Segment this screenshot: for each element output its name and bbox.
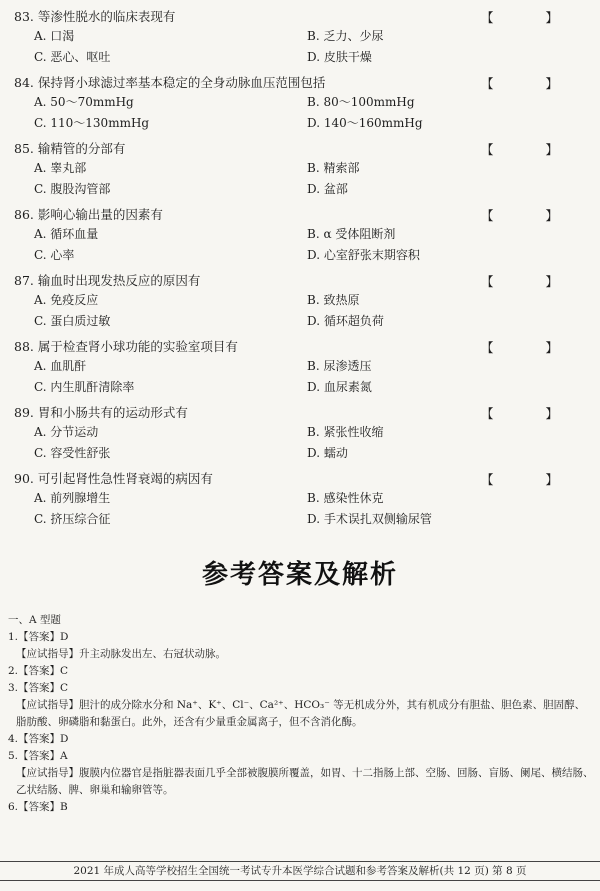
- answer-bracket: 【 】: [481, 142, 582, 157]
- answer-bracket: 【 】: [481, 208, 582, 223]
- options: [14, 92, 588, 134]
- option-b: B. 感染性休克: [307, 491, 384, 505]
- option-a: A. 睾丸部: [34, 161, 87, 175]
- question-84: [14, 74, 588, 134]
- option-b: B. α 受体阻断剂: [307, 227, 396, 241]
- option-d: D. 血尿素氮: [307, 380, 372, 394]
- option-a: A. 血肌酐: [34, 359, 87, 373]
- answer-line: 6.【答案】B: [8, 801, 68, 813]
- option-a: A. 免疫反应: [34, 293, 99, 307]
- answer-bracket: 【 】: [481, 340, 582, 355]
- answer-bracket: 【 】: [481, 472, 582, 487]
- options: [14, 224, 588, 266]
- option-a: A. 循环血量: [34, 227, 99, 241]
- answer-line: 1.【答案】D: [8, 631, 69, 643]
- answer-line: 2.【答案】C: [8, 665, 69, 677]
- question-87: [14, 272, 588, 332]
- question-86: [14, 206, 588, 266]
- question-text: 85. 输精管的分部有: [14, 141, 126, 156]
- question-text: 87. 输血时出现发热反应的原因有: [14, 273, 201, 288]
- option-c: C. 容受性舒张: [34, 446, 111, 460]
- question-text: 88. 属于检查肾小球功能的实验室项目有: [14, 339, 238, 354]
- option-b: B. 精索部: [307, 161, 360, 175]
- answer-bracket: 【 】: [481, 76, 582, 91]
- explanation-line: 【应试指导】腹膜内位器官是指脏器表面几乎全部被腹膜所覆盖，如胃、十二指肠上部、空肠、回肠、盲肠、阑尾、横结肠、乙状结肠、脾、卵巢和输卵管等。: [16, 767, 594, 796]
- option-a: A. 分节运动: [34, 425, 99, 439]
- question-85: [14, 140, 588, 200]
- option-a: A. 前列腺增生: [34, 491, 111, 505]
- question-83: [14, 8, 588, 68]
- answer-section: [8, 612, 594, 816]
- question-89: [14, 404, 588, 464]
- question-text: 84. 保持肾小球滤过率基本稳定的全身动脉血压范围包括: [14, 75, 326, 90]
- page-footer: 2021 年成人高等学校招生全国统一考试专升本医学综合试题和参考答案及解析(共 12 页) 第 8 页: [0, 861, 600, 881]
- option-d: D. 手术误扎双侧输尿管: [307, 512, 432, 526]
- option-a: A. 口渴: [34, 29, 75, 43]
- answer-line: 3.【答案】C: [8, 682, 69, 694]
- question-text: 89. 胃和小肠共有的运动形式有: [14, 405, 188, 420]
- question-text: 83. 等渗性脱水的临床表现有: [14, 9, 176, 24]
- options: [14, 488, 588, 530]
- question-90: [14, 470, 588, 530]
- option-d: D. 盆部: [307, 182, 348, 196]
- option-b: B. 80～100mmHg: [307, 95, 415, 109]
- option-c: C. 腹股沟管部: [34, 182, 111, 196]
- option-b: B. 致热原: [307, 293, 360, 307]
- options: [14, 158, 588, 200]
- answer-bracket: 【 】: [481, 10, 582, 25]
- question-text: 90. 可引起肾性急性肾衰竭的病因有: [14, 471, 213, 486]
- answer-line: 5.【答案】A: [8, 750, 68, 762]
- option-b: B. 紧张性收缩: [307, 425, 384, 439]
- option-d: D. 140～160mmHg: [307, 116, 423, 130]
- section-title: 参考答案及解析: [201, 560, 398, 590]
- option-d: D. 蠕动: [307, 446, 348, 460]
- question-text: 86. 影响心输出量的因素有: [14, 207, 163, 222]
- answer-bracket: 【 】: [481, 406, 582, 421]
- option-c: C. 110～130mmHg: [34, 116, 150, 130]
- option-c: C. 内生肌酐清除率: [34, 380, 135, 394]
- answer-line: 4.【答案】D: [8, 733, 69, 745]
- option-d: D. 心室舒张末期容积: [307, 248, 420, 262]
- options: [14, 422, 588, 464]
- option-b: B. 乏力、少尿: [307, 29, 384, 43]
- option-c: C. 心率: [34, 248, 75, 262]
- option-a: A. 50～70mmHg: [34, 95, 134, 109]
- answer-heading: 一、A 型题: [8, 614, 61, 626]
- options: [14, 356, 588, 398]
- option-c: C. 恶心、呕吐: [34, 50, 111, 64]
- option-b: B. 尿渗透压: [307, 359, 372, 373]
- explanation-line: 【应试指导】升主动脉发出左、右冠状动脉。: [16, 648, 226, 660]
- answer-bracket: 【 】: [481, 274, 582, 289]
- option-d: D. 循环超负荷: [307, 314, 384, 328]
- question-88: [14, 338, 588, 398]
- option-d: D. 皮肤干燥: [307, 50, 372, 64]
- option-c: C. 挤压综合征: [34, 512, 111, 526]
- explanation-line: 【应试指导】胆汁的成分除水分和 Na⁺、K⁺、Cl⁻、Ca²⁺、HCO₃⁻ 等无机成分外，其有机成分有胆盐、胆色素、胆固醇、脂肪酸、卵磷脂和黏蛋白。此外，还含有少量重金属离子，但不含消化酶。: [16, 699, 586, 728]
- options: [14, 26, 588, 68]
- option-c: C. 蛋白质过敏: [34, 314, 111, 328]
- options: [14, 290, 588, 332]
